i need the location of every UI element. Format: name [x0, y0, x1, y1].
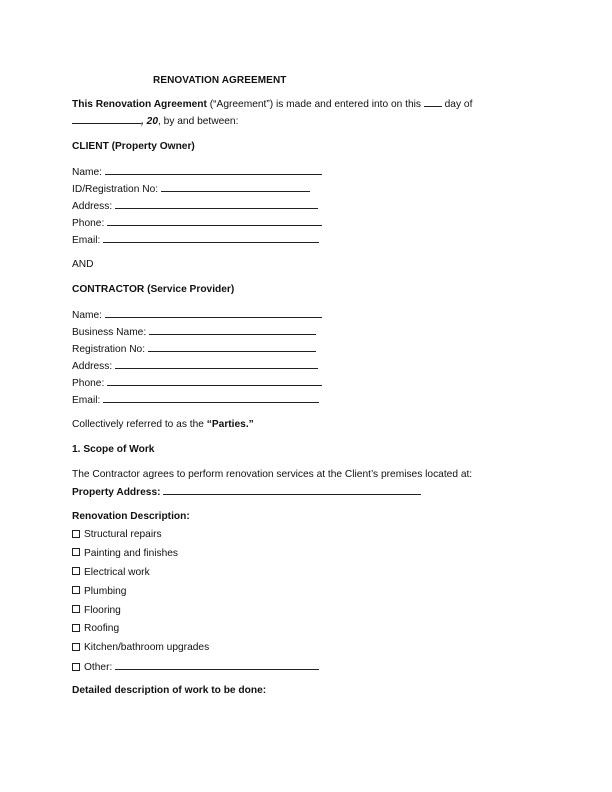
checkbox-flooring[interactable] — [72, 605, 80, 613]
intro-paragraph — [72, 95, 542, 129]
intro-text-1: (“Agreement”) is made and entered into on this — [206, 99, 424, 110]
contractor-address-blank[interactable] — [115, 357, 318, 369]
intro-text-3: , by and between: — [158, 116, 239, 127]
contractor-business-blank[interactable] — [149, 323, 316, 335]
option-other-label: Other: — [84, 662, 116, 674]
client-phone-blank[interactable] — [107, 214, 322, 226]
option-structural — [72, 526, 542, 545]
contractor-email-label: Email: — [72, 395, 104, 406]
contractor-email-blank[interactable] — [103, 391, 319, 403]
contractor-address-field — [72, 357, 542, 374]
contractor-heading-text: CONTRACTOR (Service Provider) — [72, 284, 235, 295]
option-painting-label: Painting and finishes — [84, 547, 179, 559]
collective-text: Collectively referred to as the — [72, 419, 207, 430]
contractor-name-blank[interactable] — [105, 306, 322, 318]
scope-heading-text: 1. Scope of Work — [72, 444, 155, 455]
renovation-description-heading-text: Renovation Description: — [72, 511, 190, 522]
property-address-label: Property Address: — [72, 487, 164, 498]
client-address-label: Address: — [72, 201, 116, 212]
other-blank[interactable] — [115, 658, 319, 670]
checkbox-plumbing[interactable] — [72, 586, 80, 594]
property-address-field — [72, 483, 542, 500]
contractor-name-label: Name: — [72, 310, 105, 321]
property-address-blank[interactable] — [163, 483, 421, 495]
and-separator — [72, 256, 542, 273]
intro-text-2: day of — [441, 99, 473, 110]
option-roofing-label: Roofing — [84, 623, 120, 635]
client-name-blank[interactable] — [105, 163, 322, 175]
contractor-fields — [72, 306, 542, 408]
renovation-options-list — [72, 526, 542, 677]
client-address-field — [72, 197, 542, 214]
and-label: AND — [72, 259, 94, 270]
month-blank[interactable] — [72, 112, 141, 124]
detailed-description-heading — [72, 682, 542, 699]
option-flooring — [72, 602, 542, 621]
contractor-business-field — [72, 323, 542, 340]
scope-text: The Contractor agrees to perform renovation services at the Client’s premises located at: — [72, 469, 473, 480]
option-other — [72, 658, 542, 677]
year-prefix: , 20 — [141, 116, 158, 127]
option-painting — [72, 545, 542, 564]
option-flooring-label: Flooring — [84, 604, 121, 616]
contractor-registration-field — [72, 340, 542, 357]
client-name-field — [72, 163, 542, 180]
checkbox-electrical[interactable] — [72, 567, 80, 575]
option-kitchen-bathroom-label: Kitchen/bathroom upgrades — [84, 642, 210, 654]
client-id-field — [72, 180, 542, 197]
option-electrical — [72, 564, 542, 583]
document-title: RENOVATION AGREEMENT — [153, 75, 287, 86]
checkbox-painting[interactable] — [72, 548, 80, 556]
client-heading-text: CLIENT (Property Owner) — [72, 141, 195, 152]
option-roofing — [72, 620, 542, 639]
client-email-label: Email: — [72, 235, 104, 246]
contractor-address-label: Address: — [72, 361, 116, 372]
client-phone-field — [72, 214, 542, 231]
contractor-phone-field — [72, 374, 542, 391]
client-id-blank[interactable] — [161, 180, 310, 192]
client-heading — [72, 138, 542, 155]
option-plumbing-label: Plumbing — [84, 585, 127, 597]
option-structural-label: Structural repairs — [84, 529, 162, 540]
scope-heading — [72, 441, 542, 458]
option-plumbing — [72, 583, 542, 602]
checkbox-structural[interactable] — [72, 530, 80, 538]
scope-paragraph — [72, 466, 542, 500]
checkbox-roofing[interactable] — [72, 624, 80, 632]
contractor-heading — [72, 281, 542, 298]
contractor-business-label: Business Name: — [72, 327, 150, 338]
contractor-name-field — [72, 306, 542, 323]
option-kitchen-bathroom — [72, 639, 542, 658]
contractor-email-field — [72, 391, 542, 408]
renovation-description-heading — [72, 508, 542, 525]
checkbox-other[interactable] — [72, 663, 80, 671]
contractor-phone-label: Phone: — [72, 378, 108, 389]
detailed-description-heading-text: Detailed description of work to be done: — [72, 685, 267, 696]
collective-paragraph — [72, 416, 542, 433]
day-blank[interactable] — [424, 95, 442, 107]
contractor-registration-blank[interactable] — [148, 340, 316, 352]
client-phone-label: Phone: — [72, 218, 108, 229]
client-email-field — [72, 231, 542, 248]
parties-term: “Parties.” — [206, 419, 254, 430]
client-name-label: Name: — [72, 167, 105, 178]
client-email-blank[interactable] — [103, 231, 319, 243]
client-fields — [72, 163, 542, 248]
intro-bold-lead: This Renovation Agreement — [72, 99, 207, 110]
client-id-label: ID/Registration No: — [72, 184, 161, 195]
contractor-phone-blank[interactable] — [107, 374, 322, 386]
option-electrical-label: Electrical work — [84, 566, 150, 578]
client-address-blank[interactable] — [115, 197, 318, 209]
contractor-registration-label: Registration No: — [72, 344, 148, 355]
checkbox-kitchen-bathroom[interactable] — [72, 643, 80, 651]
